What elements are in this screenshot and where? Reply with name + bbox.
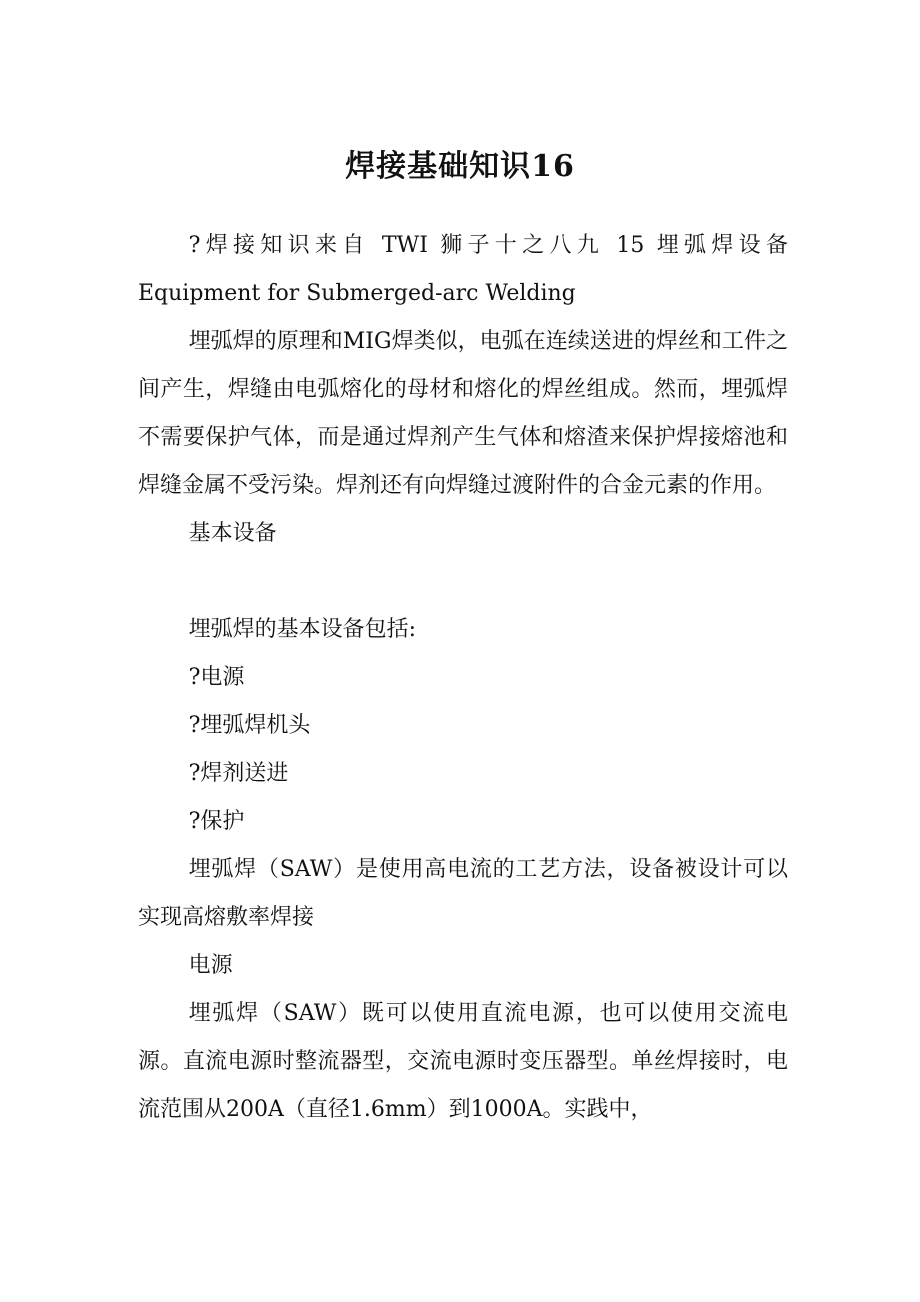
- document-title: 焊接基础知识16: [345, 149, 575, 184]
- document-body: [138, 222, 788, 1134]
- list-item-power-source: ?电源: [188, 665, 245, 690]
- list-item-protection: ?保护: [188, 809, 245, 834]
- equipment-intro-paragraph: 埋弧焊的基本设备包括:: [188, 617, 417, 642]
- section-heading-basic-equipment: 基本设备: [188, 521, 277, 546]
- saw-current-paragraph: 埋弧焊（SAW）是使用高电流的工艺方法，设备被设计可以实现高熔敷率焊接: [138, 857, 788, 930]
- power-source-paragraph: 埋弧焊（SAW）既可以使用直流电源，也可以使用交流电源。直流电源时整流器型，交流电源时变压器型。单丝焊接时，电流范围从200A（直径1.6mm）到1000A。实践中，: [138, 1001, 788, 1122]
- principle-paragraph: 埋弧焊的原理和MIG焊类似，电弧在连续送进的焊丝和工件之间产生，焊缝由电弧熔化的母材和熔化的焊丝组成。然而，埋弧焊不需要保护气体，而是通过焊剂产生气体和熔渣来保护焊接熔池和焊缝金属不受污染。焊剂还有向焊缝过渡附件的合金元素的作用。: [138, 329, 788, 498]
- list-item-flux-feed: ?焊剂送进: [188, 761, 289, 786]
- blank-line: [138, 558, 788, 606]
- intro-paragraph: ?焊接知识来自 TWI 狮子十之八九 15 埋弧焊设备 Equipment for Submerged-arc Welding: [138, 233, 788, 306]
- section-heading-power-source: 电源: [188, 953, 233, 978]
- list-item-welding-head: ?埋弧焊机头: [188, 713, 311, 738]
